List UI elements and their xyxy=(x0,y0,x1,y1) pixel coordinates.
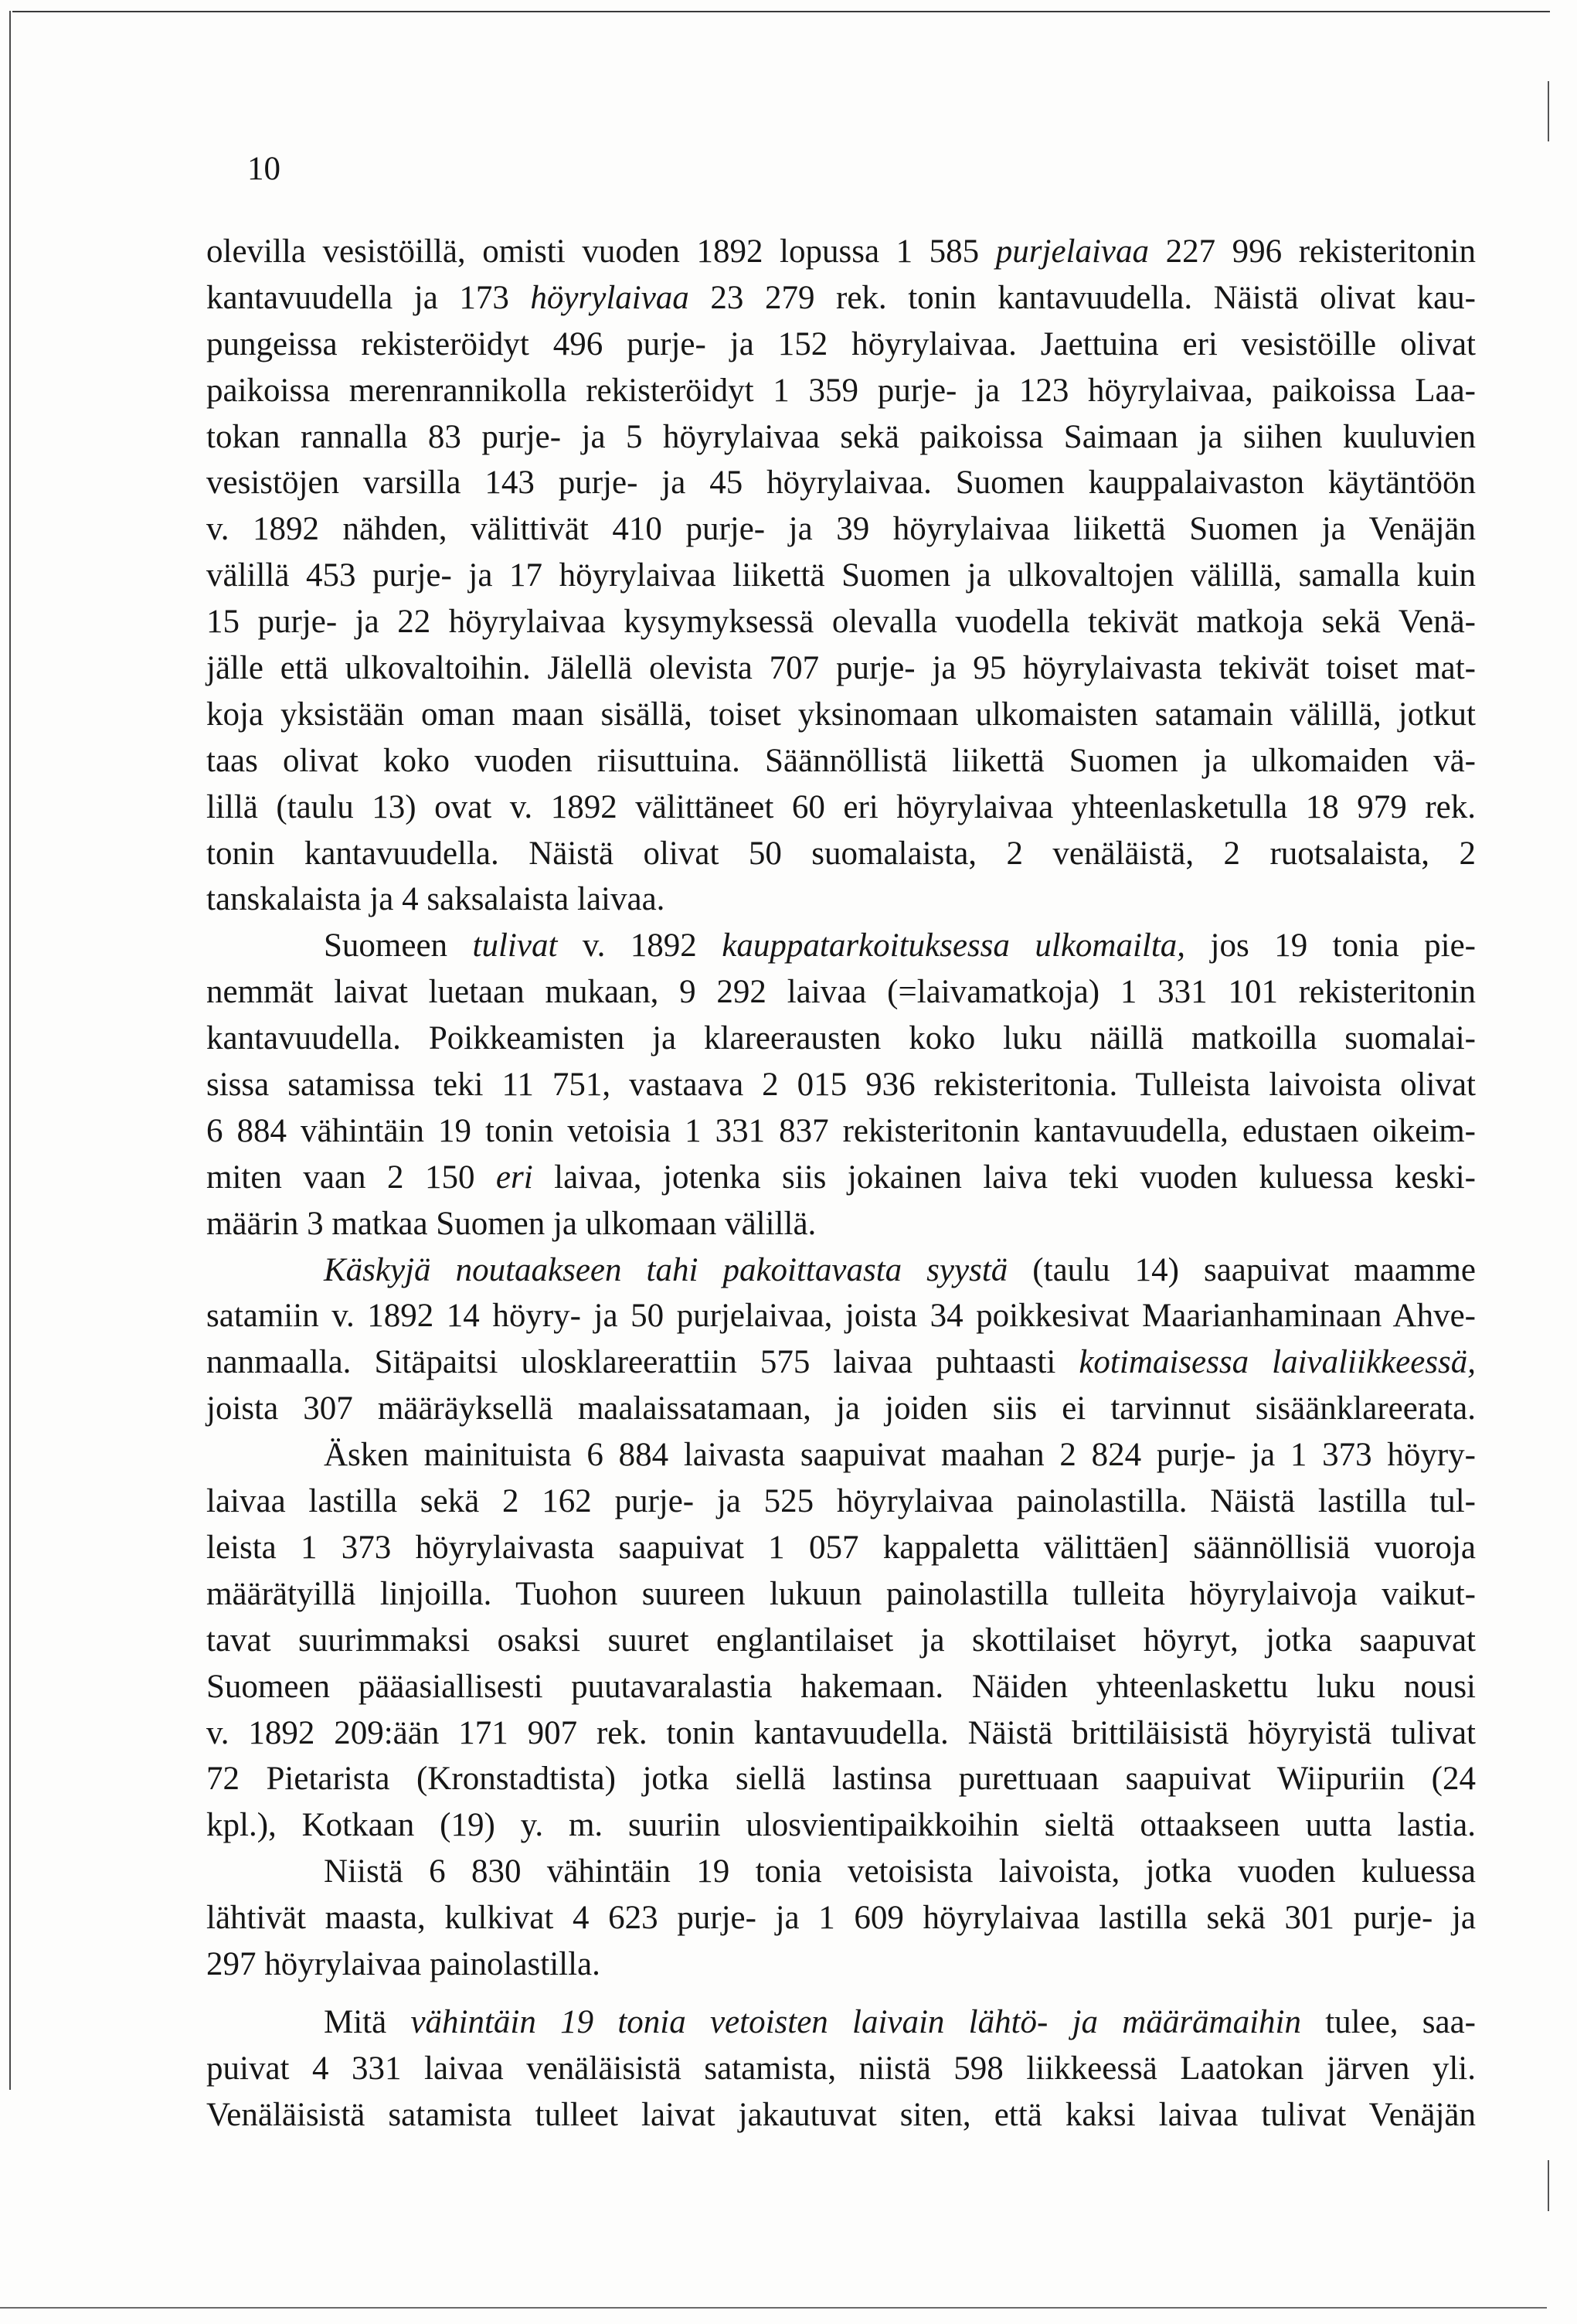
text-segment: leista 1 373 höyrylaivasta saapuivat 1 057 kappaletta välittäen] säännöllisiä vuoroja xyxy=(206,1529,1476,1566)
text-segment: miten vaan 2 150 xyxy=(206,1159,496,1196)
italic-text: tulivat xyxy=(472,927,558,965)
text-segment: nanmaalla. Sitäpaitsi ulosklareerattiin 575 laivaa puhtaasti xyxy=(206,1344,1079,1381)
text-segment: 72 Pietarista (Kronstadtista) jotka siellä lastinsa purettuaan saapuivat Wiipuriin (24 xyxy=(206,1761,1476,1798)
text-segment: pungeissa rekisteröidyt 496 purje- ja 152 höyrylaivaa. Jaettuina eri vesistöille olivat xyxy=(206,325,1476,362)
text-segment: puivat 4 331 laivaa venäläisistä satamista, niistä 598 liikkeessä Laatokan järven yli. xyxy=(206,2050,1476,2087)
text-line xyxy=(206,1062,1476,1108)
text-segment: kantavuudella ja 173 xyxy=(206,279,531,316)
text-segment: välillä 453 purje- ja 17 höyrylaivaa liikettä Suomen ja ulkovaltojen välillä, samalla kuin xyxy=(206,557,1476,594)
text-segment: Suomeen xyxy=(324,927,473,965)
text-line xyxy=(206,322,1476,368)
text-segment: 227 996 rekisteritonin xyxy=(1149,233,1477,270)
paragraph xyxy=(206,229,1476,923)
text-segment: Venäläisistä satamista tulleet laivat jakautuvat siten, että kaksi laivaa tulivat Venäjän xyxy=(206,2096,1476,2133)
text-line xyxy=(206,1016,1476,1062)
text-line xyxy=(206,969,1476,1016)
text-line xyxy=(206,553,1476,599)
text-segment: joista 307 määräyksellä maalaissatamaan, ja joiden siis ei tarvinnut sisäänklareerata. xyxy=(206,1390,1476,1427)
text-segment: Äsken mainituista 6 884 laivasta saapuivat maahan 2 824 purje- ja 1 373 höyry- xyxy=(324,1437,1476,1474)
text-line xyxy=(206,1386,1476,1432)
text-line xyxy=(206,368,1476,414)
text-segment: tokan rannalla 83 purje- ja 5 höyrylaivaa sekä paikoissa Saimaan ja siihen kuuluvien xyxy=(206,418,1476,455)
text-line xyxy=(206,1710,1476,1757)
text-segment: Mitä xyxy=(324,2003,411,2040)
text-line xyxy=(206,229,1476,275)
text-segment: koja yksistään oman maan sisällä, toiset yksinomaan ulkomaisten satamain välillä, jotkut xyxy=(206,696,1476,733)
text-line xyxy=(206,1478,1476,1525)
italic-text: Käskyjä noutaakseen tahi pakoittavasta syystä xyxy=(324,1251,1008,1288)
text-line xyxy=(206,2092,1476,2139)
text-segment: Niistä 6 830 vähintäin 19 tonia vetoisista laivoista, jotka vuoden kuluessa xyxy=(324,1853,1476,1890)
text-line xyxy=(206,1201,1476,1247)
text-line xyxy=(206,784,1476,831)
text-line xyxy=(206,1802,1476,1849)
text-line xyxy=(206,876,1476,923)
page-edge-left xyxy=(9,11,11,2090)
text-line xyxy=(206,460,1476,506)
page-edge-bottom xyxy=(0,2307,1547,2309)
text-line xyxy=(206,1618,1476,1664)
text-segment: tonin kantavuudella. Näistä olivat 50 suomalaista, 2 venäläistä, 2 ruotsalaista, 2 xyxy=(206,835,1476,872)
text-segment: vesistöjen varsilla 143 purje- ja 45 höyrylaivaa. Suomen kauppalaivaston käytäntöön xyxy=(206,464,1476,502)
text-segment: 297 höyrylaivaa painolastilla. xyxy=(206,1945,600,1982)
text-segment: kantavuudella. Poikkeamisten ja klareerausten koko luku näillä matkoilla suomalai- xyxy=(206,1020,1476,1057)
text-line xyxy=(206,692,1476,738)
paragraph xyxy=(206,1432,1476,1849)
text-line xyxy=(206,923,1476,969)
text-line xyxy=(206,1571,1476,1618)
text-line xyxy=(206,645,1476,692)
text-segment: jälle että ulkovaltoihin. Jälellä olevista 707 purje- ja 95 höyrylaivasta tekivät toiset mat- xyxy=(206,650,1476,687)
text-segment: lähtivät maasta, kulkivat 4 623 purje- ja 1 609 höyrylaivaa lastilla sekä 301 purje- ja xyxy=(206,1900,1476,1937)
text-segment: Suomeen pääasiallisesti puutavaralastia hakemaan. Näiden yhteenlaskettu luku nousi xyxy=(206,1668,1476,1705)
paragraph xyxy=(206,1849,1476,1988)
text-line xyxy=(206,1941,1476,1988)
text-segment: olevilla vesistöillä, omisti vuoden 1892 lopussa 1 585 xyxy=(206,233,996,270)
italic-text: purjelaivaa xyxy=(995,233,1150,270)
text-line xyxy=(206,1664,1476,1710)
text-line xyxy=(206,831,1476,877)
text-line xyxy=(206,1293,1476,1339)
text-line xyxy=(206,1432,1476,1478)
paragraph xyxy=(206,1247,1476,1433)
italic-text: höyrylaivaa xyxy=(530,279,689,316)
body-text xyxy=(206,229,1476,2139)
text-segment: laivaa, jotenka siis jokainen laiva teki vuoden kuluessa keski- xyxy=(532,1159,1476,1196)
text-segment: määrätyillä linjoilla. Tuohon suureen lukuun painolastilla tulleita höyrylaivoja vaikut- xyxy=(206,1575,1476,1612)
text-line xyxy=(206,1849,1476,1895)
text-line xyxy=(206,1525,1476,1571)
page-edge-top xyxy=(12,11,1550,12)
paragraph xyxy=(206,1999,1476,2139)
text-segment: tulee, saa- xyxy=(1301,2003,1476,2040)
text-segment: v. 1892 209:ään 171 907 rek. tonin kantavuudella. Näistä brittiläisistä höyryistä tulivat xyxy=(206,1714,1476,1751)
text-segment: v. 1892 xyxy=(557,927,722,965)
text-line xyxy=(206,506,1476,553)
text-segment: (taulu 14) saapuivat maamme xyxy=(1008,1251,1476,1288)
text-segment: nemmät laivat luetaan mukaan, 9 292 laivaa (=laivamatkoja) 1 331 101 rekisteritonin xyxy=(206,974,1476,1011)
italic-text: eri xyxy=(495,1159,533,1196)
text-line xyxy=(206,1999,1476,2046)
text-line xyxy=(206,275,1476,322)
page-number: 10 xyxy=(247,151,280,187)
text-segment: sissa satamissa teki 11 751, vastaava 2 015 936 rekisteritonia. Tulleista laivoista olivat xyxy=(206,1067,1476,1104)
text-segment: lillä (taulu 13) ovat v. 1892 välittäneet 60 eri höyrylaivaa yhteenlasketulla 18 979 rek. xyxy=(206,788,1476,825)
text-segment: 23 279 rek. tonin kantavuudella. Näistä olivat kau- xyxy=(688,279,1476,316)
paragraph xyxy=(206,923,1476,1247)
text-segment: tanskalaista ja 4 saksalaista laivaa. xyxy=(206,881,665,918)
italic-text: kotimaisessa laivaliikkeessä, xyxy=(1079,1344,1476,1381)
text-segment: 15 purje- ja 22 höyrylaivaa kysymyksessä olevalla vuodella tekivät matkoja sekä Venä- xyxy=(206,604,1476,641)
text-segment: määrin 3 matkaa Suomen ja ulkomaan välillä. xyxy=(206,1205,817,1242)
text-segment: taas olivat koko vuoden riisuttuina. Säännöllistä liikettä Suomen ja ulkomaiden vä- xyxy=(206,742,1476,779)
italic-text: vähintäin 19 tonia vetoisten laivain lähtö- ja määrämaihin xyxy=(410,2003,1301,2040)
text-segment: 6 884 vähintäin 19 tonin vetoisia 1 331 837 rekisteritonin kantavuudella, edustaen oikeim- xyxy=(206,1112,1476,1149)
text-line xyxy=(206,1895,1476,1941)
text-line xyxy=(206,738,1476,784)
text-line xyxy=(206,2046,1476,2092)
page-edge-right-mark xyxy=(1548,2160,1549,2211)
text-line xyxy=(206,599,1476,645)
text-segment: kpl.), Kotkaan (19) y. m. suuriin ulosvientipaikkoihin sieltä ottaakseen uutta lastia. xyxy=(206,1807,1476,1844)
text-segment: paikoissa merenrannikolla rekisteröidyt 1 359 purje- ja 123 höyrylaivaa, paikoissa Laa- xyxy=(206,372,1476,409)
text-segment: tavat suurimmaksi osaksi suuret englantilaiset ja skottilaiset höyryt, jotka saapuvat xyxy=(206,1621,1476,1659)
text-line xyxy=(206,1108,1476,1155)
text-line xyxy=(206,414,1476,461)
italic-text: kauppatarkoituksessa ulkomailta, xyxy=(722,927,1186,965)
text-segment: jos 19 tonia pie- xyxy=(1185,927,1476,965)
text-segment: satamiin v. 1892 14 höyry- ja 50 purjelaivaa, joista 34 poikkesivat Maarianhaminaan Ahve- xyxy=(206,1298,1476,1335)
text-line xyxy=(206,1247,1476,1294)
text-segment: laivaa lastilla sekä 2 162 purje- ja 525 höyrylaivaa painolastilla. Näistä lastilla tul- xyxy=(206,1483,1476,1520)
text-line xyxy=(206,1339,1476,1386)
text-line xyxy=(206,1155,1476,1201)
text-line xyxy=(206,1756,1476,1802)
text-segment: v. 1892 nähden, välittivät 410 purje- ja 39 höyrylaivaa liikettä Suomen ja Venäjän xyxy=(206,511,1476,548)
page-edge-right-mark xyxy=(1548,81,1549,141)
